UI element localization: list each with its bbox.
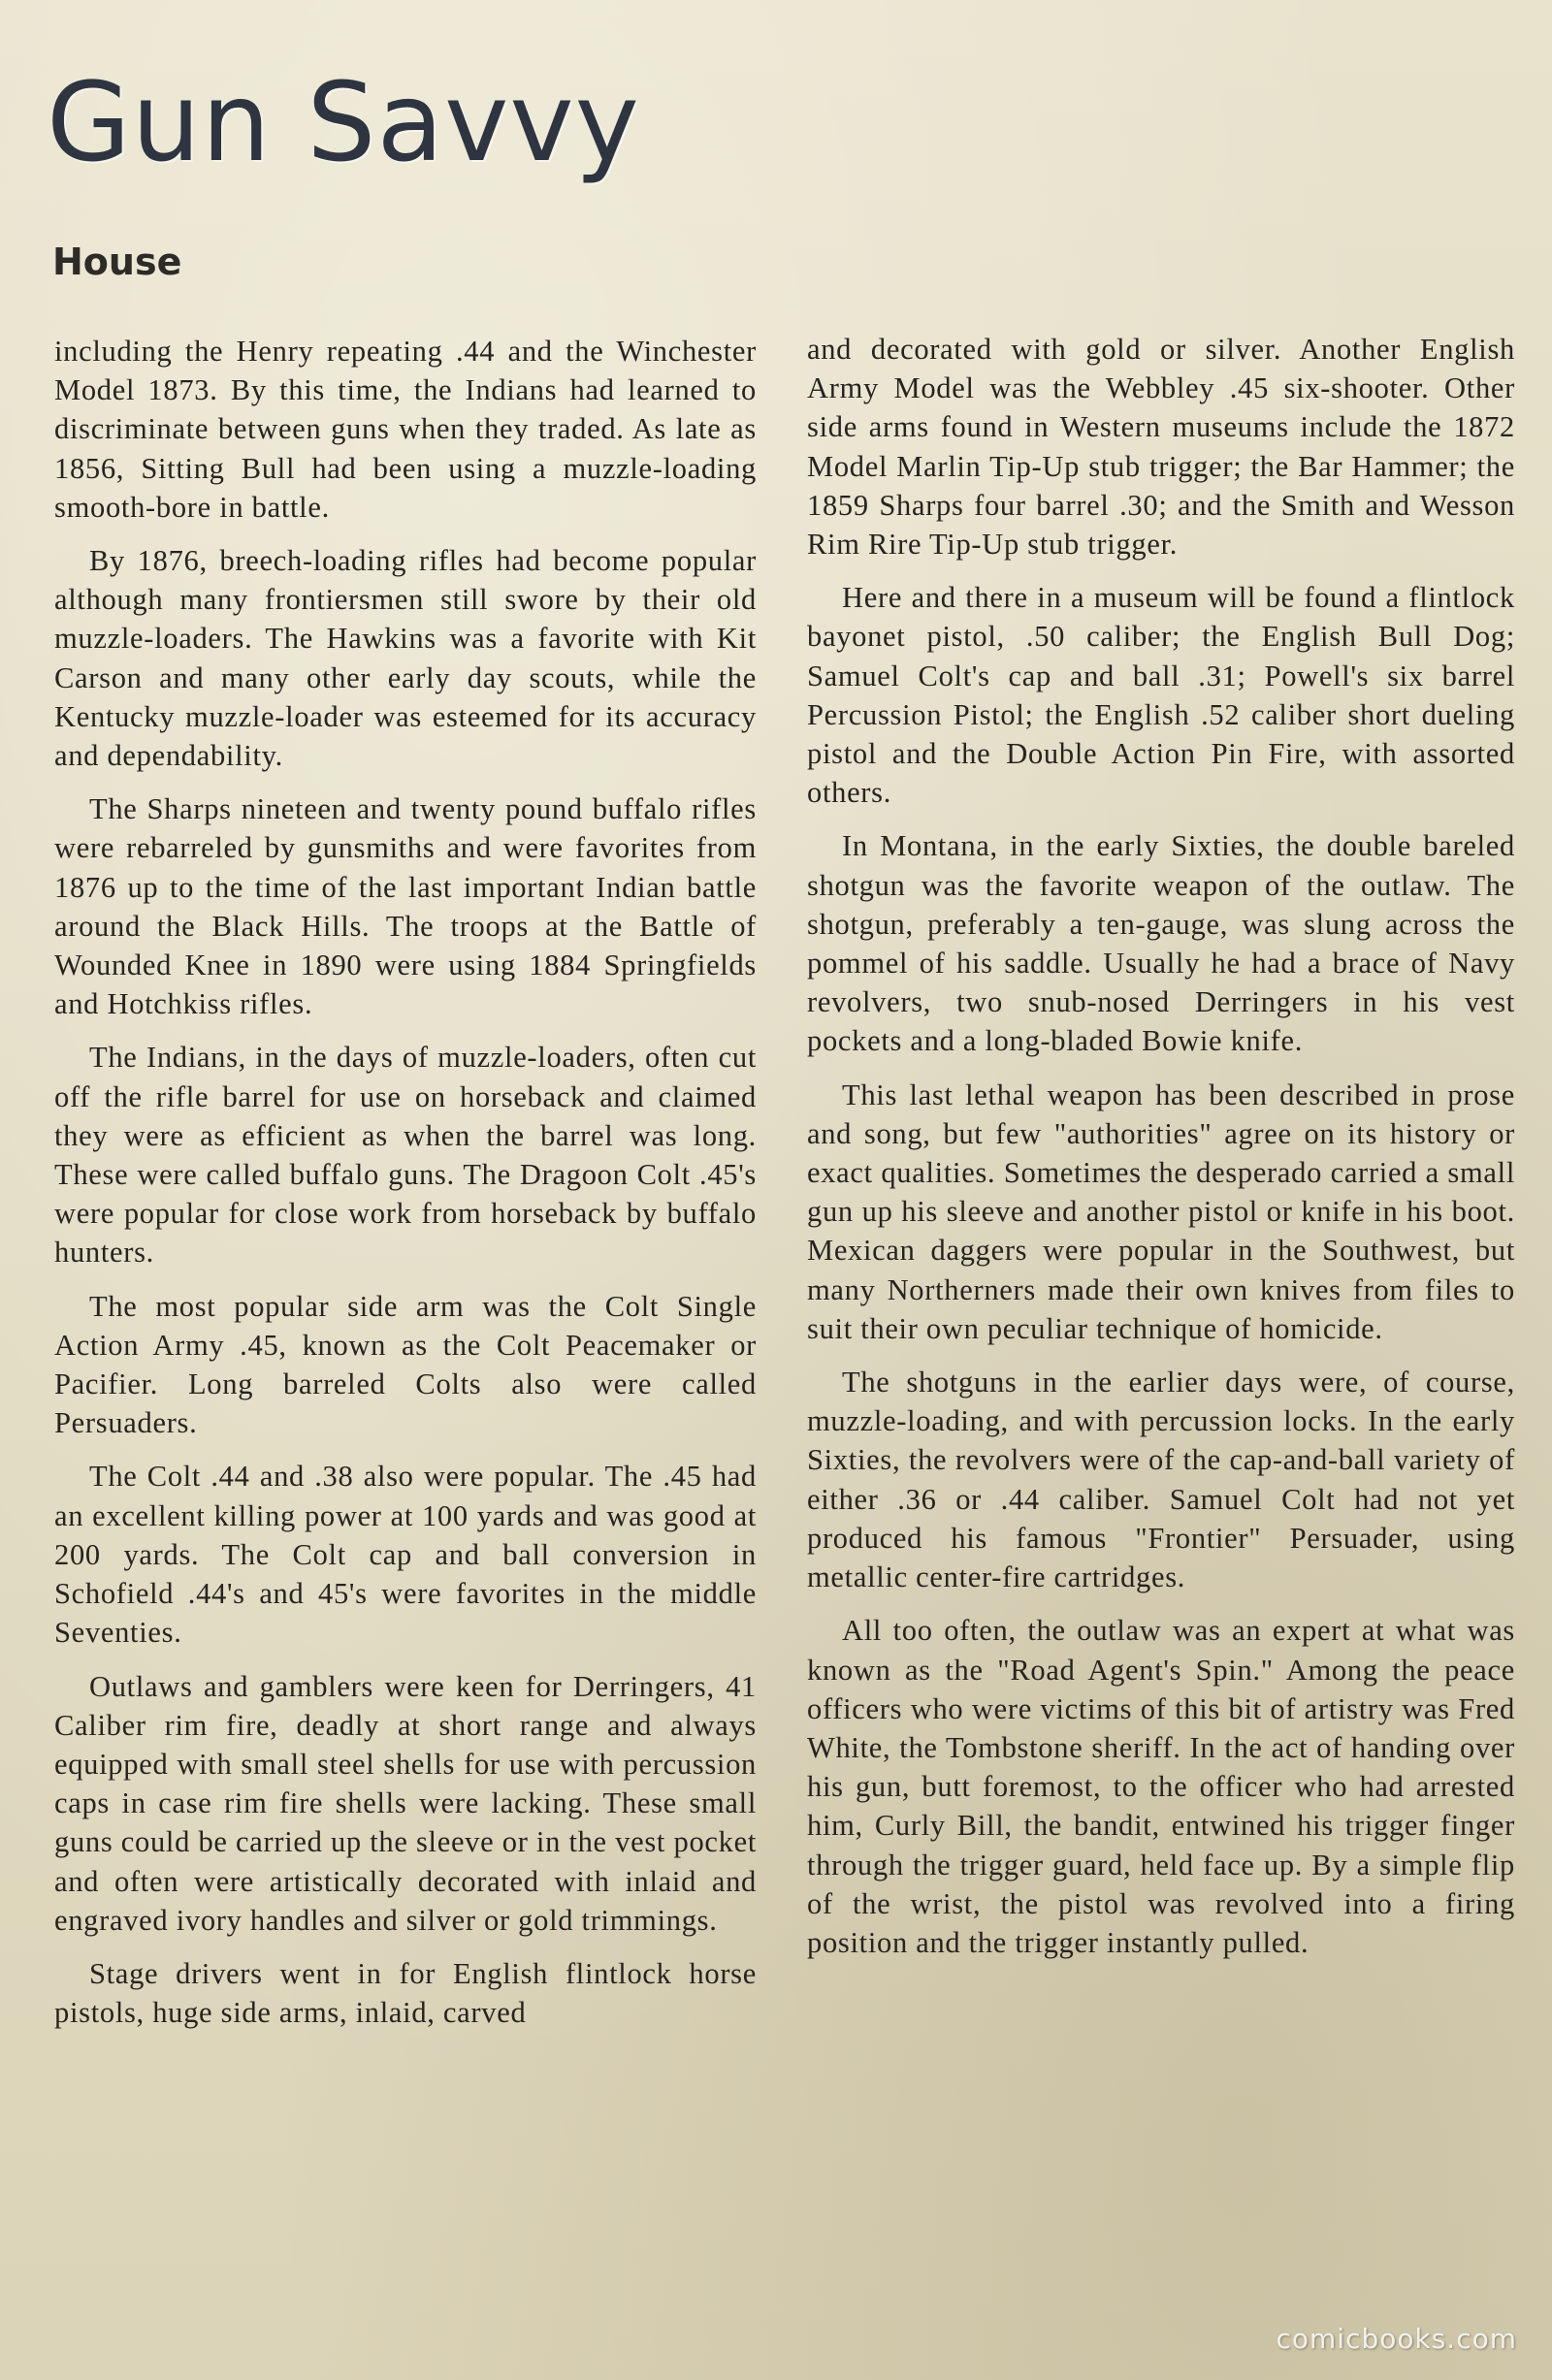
paragraph: By 1876, breech-loading rifles had become popular although many frontiersmen still swore by their old muzzle-loaders. The Hawkins was a favorite with Kit Carson and many other early day scouts, while the Kentucky muzzle-loader was esteemed for its accuracy and dependability. xyxy=(54,544,757,773)
paragraph: The Indians, in the days of muzzle-loaders, often cut off the rifle barrel for use on horseback and claimed they were as efficient as when the barrel was long. These were called buffalo guns. The Dragoon Colt .45's were popular for close work from horseback by buffalo hunters. xyxy=(54,1041,757,1270)
article-title: Gun Savvy xyxy=(47,60,640,186)
paragraph: The Colt .44 and .38 also were popular. The .45 had an excellent killing power at 100 yards and was good at 200 yards. The Colt cap and ball conversion in Schofield .44's and 45's were favorites in the middle Seventies. xyxy=(54,1460,757,1650)
paragraph: Here and there in a museum will be found a flintlock bayonet pistol, .50 caliber; the English Bull Dog; Samuel Colt's cap and ball .31; Powell's six barrel Percussion Pistol; the English .52 caliber short dueling pistol and the Double Action Pin Fire, with assorted others. xyxy=(807,581,1515,810)
paragraph: The shotguns in the earlier days were, of course, muzzle-loading, and with percussion locks. In the early Sixties, the revolvers were of the cap-and-ball variety of either .36 or .44 caliber. Samuel Colt had not yet produced his famous "Frontier" Persuader, using metallic center-fire cartridges. xyxy=(807,1366,1515,1594)
paragraph: including the Henry repeating .44 and the Winchester Model 1873. By this time, the Indians had learned to discriminate between guns when they traded. As late as 1856, Sitting Bull had been using a muzzle-loading smooth-bore in battle. xyxy=(54,335,757,524)
right-column xyxy=(807,330,1515,1977)
left-column xyxy=(54,332,757,2046)
paragraph: In Montana, in the early Sixties, the double bareled shotgun was the favorite weapon of the outlaw. The shotgun, preferably a ten-gauge, was slung across the pommel of his saddle. Usually he had a brace of Navy revolvers, two snub-nosed Derringers in his vest pockets and a long-bladed Bowie knife. xyxy=(807,829,1515,1058)
paragraph: and decorated with gold or silver. Another English Army Model was the Webbley .45 six-shooter. Other side arms found in Western museums include the 1872 Model Marlin Tip-Up stub trigger; the Bar Hammer; the 1859 Sharps four barrel .30; and the Smith and Wesson Rim Rire Tip-Up stub trigger. xyxy=(807,333,1515,562)
paragraph: The Sharps nineteen and twenty pound buffalo rifles were rebarreled by gunsmiths and were favorites from 1876 up to the time of the last important Indian battle around the Black Hills. The troops at the Battle of Wounded Knee in 1890 were using 1884 Springfields and Hotchkiss rifles. xyxy=(54,792,757,1021)
paragraph: Stage drivers went in for English flintlock horse pistols, huge side arms, inlaid, carved xyxy=(54,1956,757,2030)
paragraph: The most popular side arm was the Colt Single Action Army .45, known as the Colt Peacemaker or Pacifier. Long barreled Colts also were called Persuaders. xyxy=(54,1289,757,1440)
site-watermark: comicbooks.com xyxy=(1276,2323,1517,2355)
paragraph: All too often, the outlaw was an expert at what was known as the "Road Agent's Spin." Among the peace officers who were victims of this bit of artistry was Fred White, the Tombstone sheriff. In the act of handing over his gun, butt foremost, to the officer who had arrested him, Curly Bill, the bandit, entwined his trigger finger through the trigger guard, held face up. By a simple flip of the wrist, the pistol was revolved into a firing position and the trigger instantly pulled. xyxy=(807,1614,1515,1959)
paragraph: This last lethal weapon has been described in prose and song, but few "authorities" agree on its history or exact qualities. Sometimes the desperado carried a small gun up his sleeve and another pistol or knife in his boot. Mexican daggers were popular in the Southwest, but many Northerners made their own knives from files to suit their own peculiar technique of homicide. xyxy=(807,1077,1515,1345)
paragraph: Outlaws and gamblers were keen for Derringers, 41 Caliber rim fire, deadly at short range and always equipped with small steel shells for use with percussion caps in case rim fire shells were lacking. These small guns could be carried up the sleeve or in the vest pocket and often were artistically decorated with inlaid and engraved ivory handles and silver or gold trimmings. xyxy=(54,1669,757,1937)
article-author: House xyxy=(52,241,182,283)
